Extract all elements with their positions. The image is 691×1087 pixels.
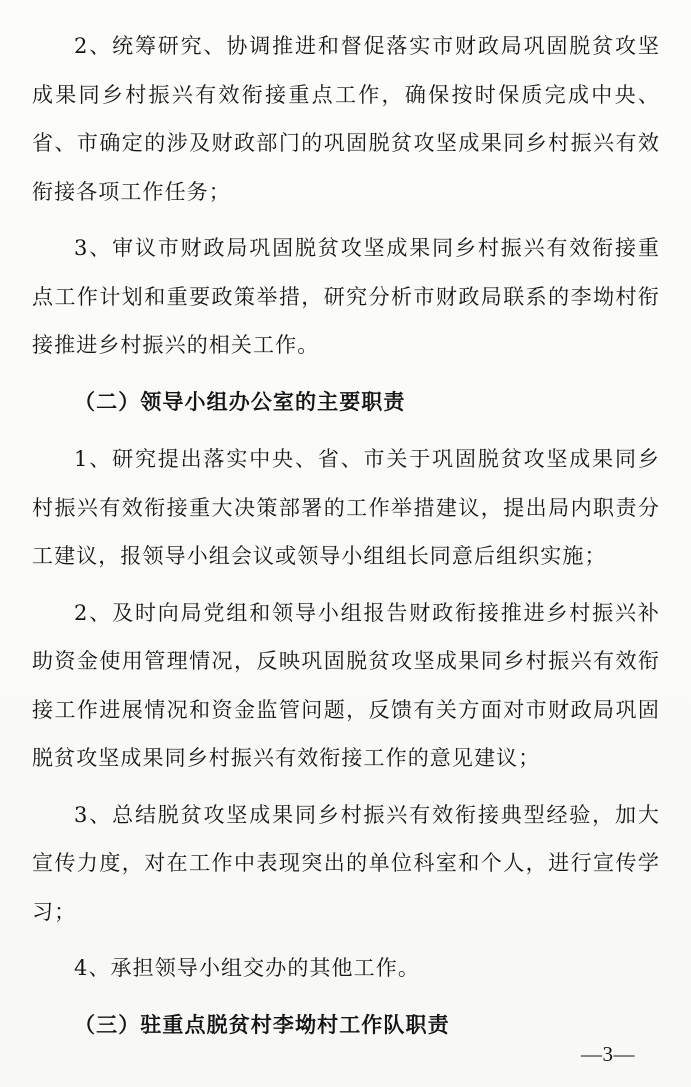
section-2-item-1: 1、研究提出落实中央、省、市关于巩固脱贫攻坚成果同乡村振兴有效衔接重大决策部署的工作举措建议，提出局内职责分工建议，报领导小组会议或领导小组组长同意后组织实施； [32,447,660,568]
section-2-item-3: 3、总结脱贫攻坚成果同乡村振兴有效衔接典型经验，加大宣传力度，对在工作中表现突出的单位科室和个人，进行宣传学习； [32,802,660,924]
section-3-heading: （三）驻重点脱贫村李坳村工作队职责 [74,1011,450,1037]
section-2-heading: （二）领导小组办公室的主要职责 [74,388,406,414]
section-2-item-2: 2、及时向局党组和领导小组报告财政衔接推进乡村振兴补助资金使用管理情况，反映巩固脱贫攻坚成果同乡村振兴有效衔接工作进展情况和资金监管问题，反馈有关方面对市财政局巩固脱贫攻坚成果同乡村振兴有效衔接工作的意见建议； [32,600,660,770]
document-body [32,22,660,1058]
page-number: —3— [581,1042,635,1066]
paragraph-item-2: 2、统筹研究、协调推进和督促落实市财政局巩固脱贫攻坚成果同乡村振兴有效衔接重点工作，确保按时保质完成中央、省、市确定的涉及财政部门的巩固脱贫攻坚成果同乡村振兴有效衔接各项工作任务； [32,34,660,204]
paragraph-item-3: 3、审议市财政局巩固脱贫攻坚成果同乡村振兴有效衔接重点工作计划和重要政策举措，研究分析市财政局联系的李坳村衔接推进乡村振兴的相关工作。 [32,236,660,357]
section-2-item-4: 4、承担领导小组交办的其他工作。 [74,956,420,980]
